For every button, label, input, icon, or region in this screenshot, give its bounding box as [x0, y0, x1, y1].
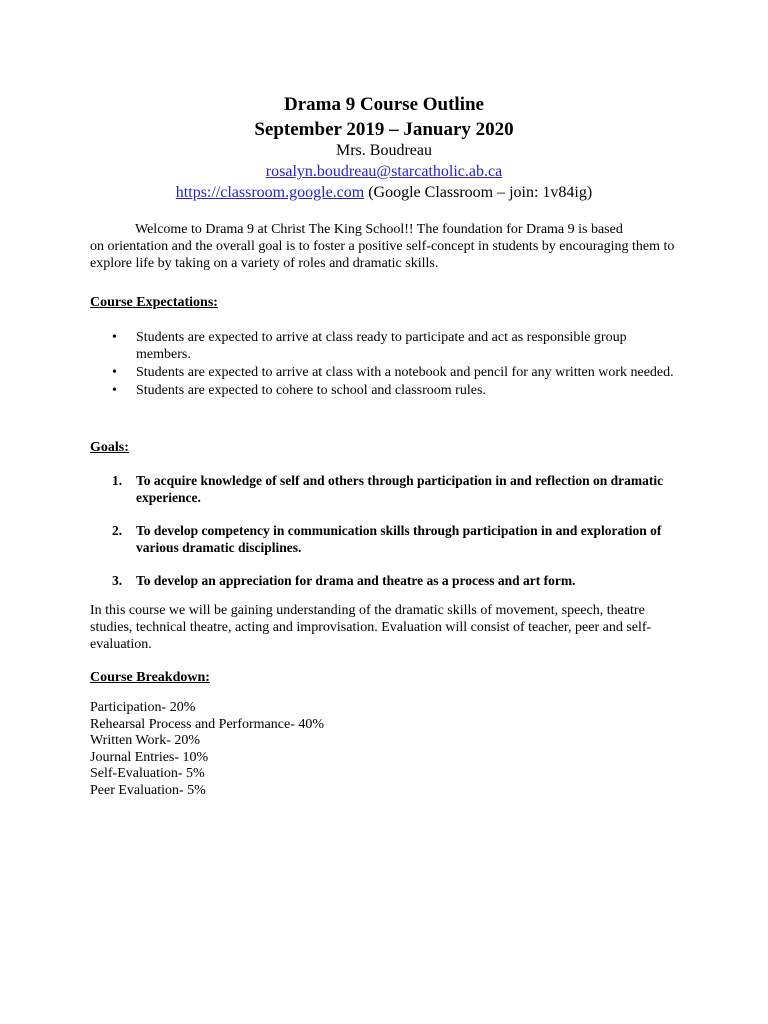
intro-paragraph — [90, 221, 680, 272]
goal-item — [90, 472, 690, 506]
goal-number: 1. — [112, 473, 123, 488]
list-item-text: Students are expected to cohere to school and classroom rules. — [136, 383, 486, 398]
teacher-email-line — [0, 162, 768, 182]
goal-text: To acquire knowledge of self and others through participation in and reflection on dramatic experience. — [136, 473, 664, 505]
goals-list — [90, 472, 690, 605]
list-item-text: Students are expected to arrive at class with a notebook and pencil for any written work needed. — [136, 365, 674, 380]
expectations-heading: Course Expectations: — [90, 295, 218, 310]
breakdown-item: Rehearsal Process and Performance- 40% — [90, 716, 325, 732]
breakdown-item: Peer Evaluation- 5% — [90, 782, 206, 798]
list-item — [90, 382, 680, 399]
teacher-name: Mrs. Boudreau — [336, 142, 432, 159]
goals-heading: Goals: — [90, 440, 129, 455]
bullet-icon: • — [112, 365, 117, 380]
goal-number: 2. — [112, 523, 123, 538]
goal-item — [90, 572, 690, 589]
classroom-join-note: (Google Classroom – join: 1v84ig) — [364, 184, 593, 201]
intro-rest: on orientation and the overall goal is to foster a positive self-concept in students by encouraging them to explore life by taking on a variety of roles and dramatic skills. — [90, 239, 675, 271]
breakdown-item: Written Work- 20% — [90, 733, 201, 748]
goal-text: To develop competency in communication skills through participation in and exploration of various dramatic disciplines. — [136, 523, 662, 555]
goal-item — [90, 522, 690, 556]
goal-text: To develop an appreciation for drama and theatre as a process and art form. — [136, 573, 576, 588]
intro-first-line: Welcome to Drama 9 at Christ The King School!! The foundation for Drama 9 is based — [135, 222, 623, 237]
bullet-icon: • — [112, 330, 117, 345]
summary-paragraph: In this course we will be gaining understanding of the dramatic skills of movement, speech, theatre studies, technical theatre, acting and improvisation. Evaluation will consist of teacher, peer and self-evaluation. — [90, 603, 652, 652]
breakdown-item: Journal Entries- 10% — [90, 749, 209, 765]
breakdown-heading: Course Breakdown: — [90, 670, 210, 685]
list-item — [90, 329, 680, 363]
page-title: Drama 9 Course Outline — [283, 94, 484, 115]
expectations-list — [90, 329, 680, 400]
teacher-email-link[interactable]: rosalyn.boudreau@starcatholic.ab.ca — [265, 163, 503, 180]
breakdown-list — [90, 700, 324, 799]
list-item-text: Students are expected to arrive at class ready to participate and act as responsible group members. — [136, 330, 627, 362]
classroom-line — [0, 183, 768, 203]
google-classroom-link[interactable]: https://classroom.google.com — [175, 184, 365, 201]
list-item — [90, 364, 680, 381]
goal-number: 3. — [112, 573, 123, 588]
bullet-icon: • — [112, 383, 117, 398]
breakdown-item: Self-Evaluation- 5% — [90, 766, 205, 781]
breakdown-item: Participation- 20% — [90, 700, 196, 715]
course-dates: September 2019 – January 2020 — [254, 119, 514, 140]
